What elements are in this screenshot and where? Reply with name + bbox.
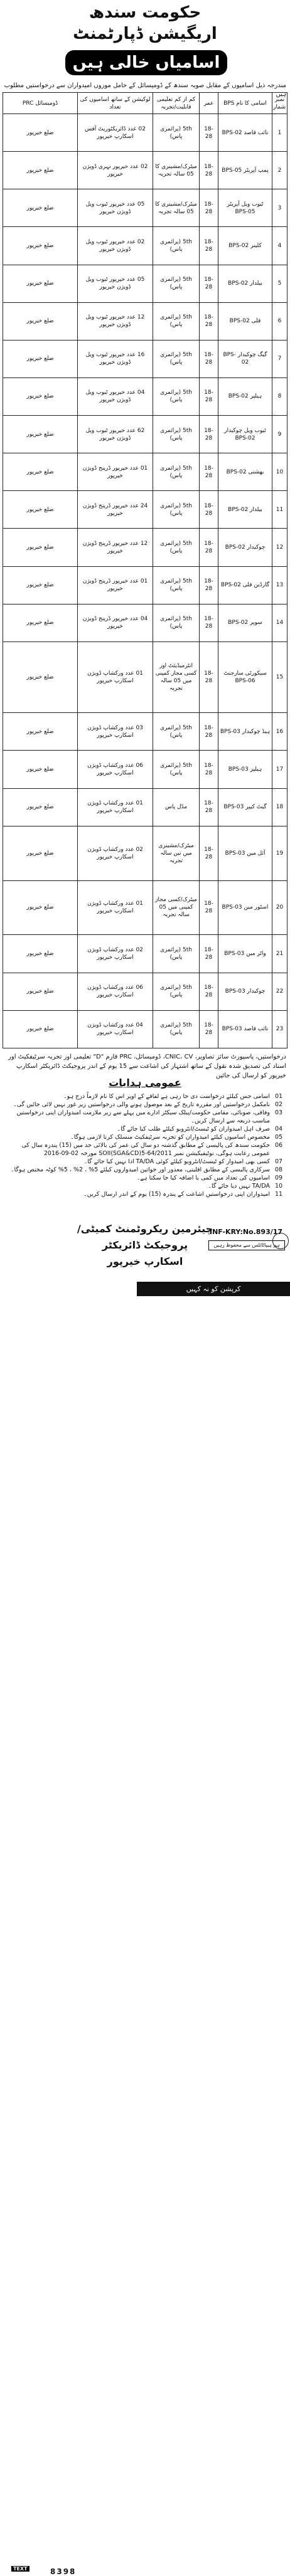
cell-qual: میٹرک/مشینری کا 05 سالہ تجربہ (153, 189, 200, 227)
cell-age: 18-28 (200, 604, 218, 641)
cell-num: 15 (272, 641, 287, 713)
cell-num: 3 (272, 189, 287, 227)
cell-name: ہیلپر BPS-03 (218, 751, 272, 788)
cell-num: 18 (272, 788, 287, 826)
instruction-number: 07 (274, 1158, 283, 1165)
cell-num: 13 (272, 566, 287, 604)
cell-loc: 24 عدد خیرپور ڈرینج ڈویژن خیرپور (78, 491, 153, 529)
cell-dom: ضلع خیرپور (3, 416, 78, 453)
cell-dom: ضلع خیرپور (3, 265, 78, 302)
instruction-text: حکومت سندھ کی پالیسی کے مطابق گذشتہ دو سال کی عمر کی بالائی حد میں (15) پندرہ سال کی عمومی رعایت ہوگی، نوٹیفیکیشن نمبر SOII(SGA&CD)5-64/2011 مورخہ 02-09-2016 (21, 1142, 270, 1157)
cell-dom: ضلع خیرپور (3, 529, 78, 566)
instruction-item (3, 1109, 287, 1125)
cell-dom: ضلع خیرپور (3, 377, 78, 415)
instruction-text: کسی بھی امیدوار کو ٹیسٹ/انٹرویو کیلئے کوئی TA/DA ادا نہیں کیا جائے گا۔ (83, 1158, 270, 1165)
cell-dom: ضلع خیرپور (3, 152, 78, 189)
cell-num: 23 (272, 1010, 287, 1048)
cell-qual: 5th (پرائمری پاس) (153, 935, 200, 973)
cell-num: 20 (272, 880, 287, 935)
cell-num: 1 (272, 114, 287, 152)
cell-dom: ضلع خیرپور (3, 340, 78, 377)
cell-dom: ضلع خیرپور (3, 880, 78, 935)
text-label: TEXT (11, 2566, 30, 2572)
cell-num: 6 (272, 302, 287, 340)
cell-loc: 01 عدد خیرپور ڈرینج ڈویژن خیرپور (78, 453, 153, 491)
cell-age: 18-28 (200, 880, 218, 935)
cell-name: بیلدار BPS-02 (218, 491, 272, 529)
table-row (3, 416, 287, 453)
instruction-item (3, 1101, 287, 1109)
govt-title: حکومت سندھ (89, 3, 201, 22)
header-name: اسامی کا نام BPS (218, 93, 272, 114)
cell-dom: ضلع خیرپور (3, 491, 78, 529)
instruction-text: امیدواران اپنی درخواستیں اشاعت کے پندرہ (15) یوم کے اندر ارسال کریں۔ (83, 1191, 270, 1198)
cell-loc: 12 عدد خیرپور ٹیوب ویل ڈویژن خیرپور (78, 302, 153, 340)
intro-text: مندرجہ ذیل اسامیوں کے مقابل صوبہ سندھ کے ڈومیسائل کے حامل موزوں امیدواران سے درخواستیں مطلوب ہیں (4, 82, 286, 98)
cell-name: گیٹ کیپر BPS-03 (218, 788, 272, 826)
cell-age: 18-28 (200, 114, 218, 152)
instruction-item (3, 1092, 287, 1101)
cell-age: 18-28 (200, 227, 218, 265)
cell-qual: 5th (پرائمری پاس) (153, 377, 200, 415)
cell-name: نائب قاصد BPS-03 (218, 1010, 272, 1048)
cell-age: 18-28 (200, 377, 218, 415)
cell-num: 10 (272, 453, 287, 491)
cell-dom: ضلع خیرپور (3, 189, 78, 227)
instruction-item (3, 1133, 287, 1141)
cell-qual: انٹرمیڈیئٹ اور کسی مجاز کمپنی میں 05 سالہ تجربہ (153, 641, 200, 713)
cell-dom: ضلع خیرپور (3, 114, 78, 152)
instruction-text: اسامی جس کیلئے درخواست دی جا رہی ہے لفافے کے اوپر اس کا نام لازماً درج ہو۔ (63, 1093, 270, 1100)
table-row (3, 751, 287, 788)
cell-qual: 5th (پرائمری پاس) (153, 265, 200, 302)
instruction-text: اسامیوں کی تعداد میں کمی یا اضافہ کیا جا سکتا ہے۔ (136, 1175, 270, 1181)
cell-name: کلینر BPS-02 (218, 227, 272, 265)
table-row (3, 713, 287, 751)
cell-name: گارڈین قلی BPS-02 (218, 566, 272, 604)
header-dom: ڈومیسائل PRC (3, 93, 78, 114)
cell-qual: 5th (پرائمری پاس) (153, 340, 200, 377)
cell-qual: 5th (پرائمری پاس) (153, 114, 200, 152)
cell-loc: 01 عدد ورکشاپ ڈویژن اسکارپ خیرپور (78, 880, 153, 935)
instruction-item (3, 1166, 287, 1174)
cell-age: 18-28 (200, 713, 218, 751)
instructions-list (3, 1092, 287, 1198)
cell-qual: 5th (پرائمری پاس) (153, 973, 200, 1010)
header-loc: لوکیشن کے ساتھ اسامیوں کی تعداد (78, 93, 153, 114)
cell-dom: ضلع خیرپور (3, 973, 78, 1010)
instruction-text: وفاقی، صوبائی، مقامی حکومت/پبلک سیکٹر ادارے میں پہلے سے زیر ملازمت امیدواران اپنی درخواستیں مناسب ذریعہ سے ارسال کریں۔ (16, 1109, 270, 1124)
cell-loc: 02 عدد خیرپور نہری ڈویژن خیرپور (78, 152, 153, 189)
anti-corruption-bar: کرپشن کو نہ کہیں (137, 1282, 290, 1296)
cell-name: سیکورٹی سارجنٹ BPS-06 (218, 641, 272, 713)
cell-num: 17 (272, 751, 287, 788)
cell-qual: مڈل پاس (153, 788, 200, 826)
cell-loc: 02 عدد ڈائریکٹوریٹ آفس اسکارپ خیرپور (78, 114, 153, 152)
cell-num: 4 (272, 227, 287, 265)
cell-dom: ضلع خیرپور (3, 826, 78, 880)
cell-loc: 62 عدد خیرپور ٹیوب ویل ڈویژن خیرپور (78, 416, 153, 453)
cell-name: چوکیدار BPS-03 (218, 973, 272, 1010)
table-body (3, 114, 287, 1048)
cell-age: 18-28 (200, 566, 218, 604)
table-header-row (3, 93, 287, 114)
cell-dom: ضلع خیرپور (3, 227, 78, 265)
table-row (3, 377, 287, 415)
signature-line-3: اسکارپ خیرپور (107, 1255, 183, 1267)
table-row (3, 826, 287, 880)
cell-qual: میٹرک/کسی مجاز کمپنی میں 05 سالہ تجربہ (153, 880, 200, 935)
cell-dom: ضلع خیرپور (3, 788, 78, 826)
cell-name: ہیلپر BPS-02 (218, 377, 272, 415)
cell-qual: 5th (پرائمری پاس) (153, 1010, 200, 1048)
table-row (3, 340, 287, 377)
application-notes: درخواستیں، پاسپورٹ سائز تصاویر، CNIC، CV، ڈومیسائل، PRC فارم "D" تعلیمی اور تجربہ سرٹیفکیٹ اور اسناد کی تصدیق شدہ نقول کے ساتھ اشتہار کی اشاعت سے 15 یوم کے اندر پروجیکٹ ڈائریکٹر اسکارپ خیرپور کو ارسال کی جائیں (8, 1053, 286, 1079)
instruction-number: 09 (274, 1175, 283, 1181)
cell-num: 14 (272, 604, 287, 641)
cell-qual: 5th (پرائمری پاس) (153, 416, 200, 453)
instruction-text: صرف اہل امیدواران کو ٹیسٹ/انٹرویو کیلئے طلب کیا جائے گا۔ (117, 1126, 270, 1132)
cell-num: 2 (272, 152, 287, 189)
header-qual: کم از کم تعلیمی قابلیت/تجربہ (153, 93, 200, 114)
vacancies-banner: اسامیاں خالی ہیں (65, 50, 227, 75)
cell-name: ٹیوب ویل آپریٹر BPS-05 (218, 189, 272, 227)
cell-dom: ضلع خیرپور (3, 604, 78, 641)
table-row (3, 491, 287, 529)
cell-num: 22 (272, 973, 287, 1010)
instruction-number: 05 (274, 1134, 283, 1141)
table-row (3, 973, 287, 1010)
emblem-icon (272, 1233, 289, 1249)
table-row (3, 641, 287, 713)
table-row (3, 114, 287, 152)
cell-name: ٹیوب ویل چوکیدار BPS-02 (218, 416, 272, 453)
table-row (3, 227, 287, 265)
instruction-item (3, 1190, 287, 1198)
cell-dom: ضلع خیرپور (3, 713, 78, 751)
table-row (3, 604, 287, 641)
cell-age: 18-28 (200, 416, 218, 453)
cell-loc: 02 عدد خیرپور ٹیوب ویل ڈویژن خیرپور (78, 227, 153, 265)
cell-name: پمپ آپریٹر BPS-05 (218, 152, 272, 189)
cell-loc: 16 عدد خیرپور ٹیوب ویل ڈویژن خیرپور (78, 340, 153, 377)
table-row (3, 529, 287, 566)
cell-age: 18-28 (200, 641, 218, 713)
cell-dom: ضلع خیرپور (3, 935, 78, 973)
cell-loc: 12 عدد خیرپور ڈرینج ڈویژن خیرپور (78, 529, 153, 566)
cell-dom: ضلع خیرپور (3, 1010, 78, 1048)
cell-qual: 5th (پرائمری پاس) (153, 227, 200, 265)
cell-name: چوکیدار BPS-02 (218, 529, 272, 566)
instruction-item (3, 1125, 287, 1133)
cell-qual: 5th (پرائمری پاس) (153, 566, 200, 604)
cell-qual: میٹرک/مشینری میں تین سالہ تجربہ (153, 826, 200, 880)
cell-name: ہیڈ چوکیدار BPS-03 (218, 713, 272, 751)
instruction-text: مخصوص اسامیوں کیلئے امیدواران کو تجربہ سرٹیفکیٹ منسلک کرنا لازمی ہوگا۔ (70, 1134, 270, 1141)
cell-loc: 02 عدد ورکشاپ ڈویژن اسکارپ خیرپور (78, 826, 153, 880)
cell-loc: 01 عدد خیرپور ڈرینج ڈویژن خیرپور (78, 566, 153, 604)
instruction-number: 10 (274, 1183, 283, 1190)
instruction-item (3, 1174, 287, 1182)
instruction-number: 02 (274, 1101, 283, 1108)
cell-num: 16 (272, 713, 287, 751)
table-row (3, 935, 287, 973)
cell-dom: ضلع خیرپور (3, 453, 78, 491)
cell-age: 18-28 (200, 1010, 218, 1048)
vacancies-table (3, 92, 287, 1048)
cell-loc: 04 عدد ورکشاپ ڈویژن اسکارپ خیرپور (78, 1010, 153, 1048)
instruction-number: 04 (274, 1126, 283, 1132)
cell-loc: 04 عدد خیرپور ٹیوب ویل ڈویژن خیرپور (78, 377, 153, 415)
cell-age: 18-28 (200, 152, 218, 189)
cell-age: 18-28 (200, 189, 218, 227)
department-title: اریگیشن ڈپارٹمنٹ (73, 24, 217, 43)
table-row (3, 788, 287, 826)
cell-qual: 5th (پرائمری پاس) (153, 529, 200, 566)
table-row (3, 189, 287, 227)
cell-age: 18-28 (200, 935, 218, 973)
instruction-text: TA/DA نہیں دیا جائے گا۔ (208, 1183, 270, 1190)
cell-qual: 5th (پرائمری پاس) (153, 751, 200, 788)
cell-qual: 5th (پرائمری پاس) (153, 453, 200, 491)
cell-loc: 02 عدد ورکشاپ ڈویژن اسکارپ خیرپور (78, 935, 153, 973)
cell-qual: 5th (پرائمری پاس) (153, 604, 200, 641)
cell-num: 19 (272, 826, 287, 880)
cell-qual: 5th (پرائمری پاس) (153, 491, 200, 529)
cell-qual: 5th (پرائمری پاس) (153, 713, 200, 751)
cell-age: 18-28 (200, 788, 218, 826)
cell-age: 18-28 (200, 491, 218, 529)
inf-code: INF-KRY:No.893/17 (210, 1228, 283, 1236)
cell-dom: ضلع خیرپور (3, 751, 78, 788)
cell-name: آئل مین BPS-03 (218, 826, 272, 880)
cell-age: 18-28 (200, 973, 218, 1010)
instruction-item (3, 1182, 287, 1190)
table-row (3, 566, 287, 604)
cell-name: نائب قاصد BPS-02 (218, 114, 272, 152)
cell-name: بھشتی BPS-02 (218, 453, 272, 491)
signature-line-2: پروجیکٹ ڈائریکٹر (102, 1239, 188, 1251)
cell-num: 11 (272, 491, 287, 529)
instruction-text: نامکمل درخواستیں اور مقررہ تاریخ کے بعد موصول ہونے والی درخواستیں زیر غور نہیں لائی جائیں گی۔ (13, 1101, 270, 1108)
instruction-text: سرکاری پالیسی کے مطابق اقلیتی، معذور اور خواتین امیدواروں کیلئے 5% ، 2% ، 5% کوٹہ مختص ہوگا۔ (10, 1166, 270, 1173)
cell-name: بیلدار BPS-02 (218, 265, 272, 302)
cell-age: 18-28 (200, 302, 218, 340)
cell-age: 18-28 (200, 751, 218, 788)
cell-qual: 5th (پرائمری پاس) (153, 302, 200, 340)
cell-num: 12 (272, 529, 287, 566)
cell-qual: میٹرک/مشینری کا 05 سالہ تجربہ (153, 152, 200, 189)
instruction-item (3, 1141, 287, 1158)
header-num: نمبر شمار (272, 93, 287, 114)
cell-loc: 06 عدد ورکشاپ ڈویژن اسکارپ خیرپور (78, 751, 153, 788)
cell-loc: 01 عدد ورکشاپ ڈویژن اسکارپ خیرپور (78, 641, 153, 713)
cell-age: 18-28 (200, 453, 218, 491)
general-instructions-title: عمومی ہدایات (109, 1077, 181, 1089)
cell-num: 7 (272, 340, 287, 377)
table-row (3, 1010, 287, 1048)
instruction-number: 11 (274, 1191, 283, 1198)
cell-name: قلی BPS-02 (218, 302, 272, 340)
sms-number: 8398 (50, 2567, 77, 2576)
cell-num: 21 (272, 935, 287, 973)
instruction-number: 03 (274, 1109, 283, 1116)
cell-age: 18-28 (200, 826, 218, 880)
cell-loc: 04 عدد خیرپور ڈرینج ڈویژن خیرپور (78, 604, 153, 641)
cell-num: 8 (272, 377, 287, 415)
cell-name: اسٹور مین BPS-03 (218, 880, 272, 935)
table-row (3, 302, 287, 340)
table-row (3, 453, 287, 491)
instruction-number: 01 (274, 1093, 283, 1100)
cell-loc: 03 عدد ورکشاپ ڈویژن اسکارپ خیرپور (78, 713, 153, 751)
cell-num: 5 (272, 265, 287, 302)
signature-line-1: چیئرمین ریکروٹمنٹ کمیٹی/ (77, 1223, 213, 1235)
cell-dom: ضلع خیرپور (3, 641, 78, 713)
cell-age: 18-28 (200, 265, 218, 302)
hepatitis-warning: ہم ہیپاٹائٹس سے محفوظ رہیں (208, 1240, 285, 1250)
table-row (3, 265, 287, 302)
header-age: عمر (200, 93, 218, 114)
cell-name: واٹر مین BPS-03 (218, 935, 272, 973)
cell-age: 18-28 (200, 340, 218, 377)
footer-left (0, 1282, 137, 2576)
cell-age: 18-28 (200, 529, 218, 566)
cell-name: سوپر BPS-02 (218, 604, 272, 641)
instruction-number: 06 (274, 1142, 283, 1149)
table-row (3, 152, 287, 189)
cell-name: گیگ چوکیدار BPS-02 (218, 340, 272, 377)
instruction-item (3, 1158, 287, 1166)
cell-num: 9 (272, 416, 287, 453)
cell-loc: 05 عدد خیرپور ٹیوب ویل ڈویژن خیرپور (78, 189, 153, 227)
cell-loc: 06 عدد ورکشاپ ڈویژن اسکارپ خیرپور (78, 973, 153, 1010)
cell-dom: ضلع خیرپور (3, 566, 78, 604)
cell-loc: 05 عدد خیرپور ٹیوب ویل ڈویژن خیرپور (78, 265, 153, 302)
cell-loc: 01 عدد ورکشاپ ڈویژن اسکارپ خیرپور (78, 788, 153, 826)
instruction-number: 08 (274, 1166, 283, 1173)
cell-dom: ضلع خیرپور (3, 302, 78, 340)
table-row (3, 880, 287, 935)
